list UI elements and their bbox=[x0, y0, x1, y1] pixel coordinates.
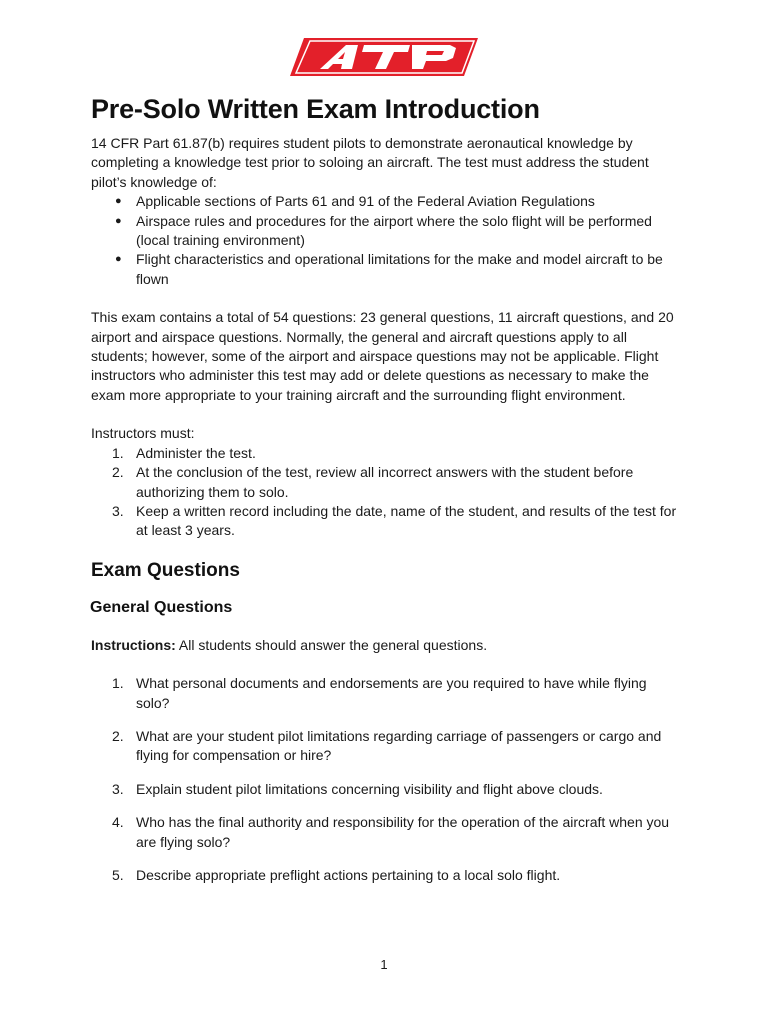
list-item: ● Applicable sections of Parts 61 and 91 of the Federal Aviation Regulations bbox=[91, 192, 681, 211]
list-number: 1. bbox=[112, 444, 124, 461]
list-item: ● Airspace rules and procedures for the airport where the solo flight will be performed (local training environment) bbox=[115, 212, 652, 249]
question-item: 1. What personal documents and endorsements are you required to have while flying solo? bbox=[112, 675, 647, 711]
page-number: 1 bbox=[380, 957, 388, 972]
list-number: 3. bbox=[112, 502, 124, 519]
intro-paragraph: 14 CFR Part 61.87(b) requires student pilots to demonstrate aeronautical knowledge by completing a knowledge test prior to soloing an aircraft. The test must address the student pilot’s knowledge of: bbox=[91, 135, 649, 190]
question-number: 4. bbox=[112, 814, 124, 831]
document-body bbox=[91, 92, 681, 899]
instructions-text: All students should answer the general questions. bbox=[175, 636, 488, 653]
question-number: 1. bbox=[112, 675, 124, 692]
question-number: 3. bbox=[112, 780, 124, 797]
list-item: 3. Keep a written record including the date, name of the student, and results of the test for at least 3 years. bbox=[112, 502, 677, 539]
instructions-label: Instructions: bbox=[91, 636, 176, 653]
knowledge-list bbox=[91, 192, 681, 289]
bullet-icon: ● bbox=[115, 214, 122, 227]
subsection-heading-general-questions: General Questions bbox=[90, 598, 233, 616]
instructors-heading: Instructors must: bbox=[91, 425, 195, 442]
question-item: 5. Describe appropriate preflight actions pertaining to a local solo flight. bbox=[91, 866, 681, 885]
list-number: 2. bbox=[112, 464, 124, 481]
atp-logo bbox=[290, 38, 478, 76]
list-item: 2. At the conclusion of the test, review all incorrect answers with the student before authorizing them to solo. bbox=[112, 464, 634, 500]
instructions-paragraph bbox=[91, 636, 681, 655]
list-item: ● Flight characteristics and operational limitations for the make and model aircraft to be flown bbox=[115, 251, 663, 287]
question-number: 5. bbox=[112, 866, 124, 883]
bullet-icon: ● bbox=[115, 253, 122, 266]
question-item: 2. What are your student pilot limitations regarding carriage of passengers or cargo and flying for compensation or hire? bbox=[112, 727, 662, 764]
page-title: Pre-Solo Written Exam Introduction bbox=[91, 94, 540, 124]
exam-description-paragraph: This exam contains a total of 54 questions: 23 general questions, 11 aircraft questions, and 20 airport and airspace questions. Normally, the general and aircraft questions apply to all students; however, some of the airport and airspace questions may not be applicable. Flight instructors who administer this test may add or delete questions as necessary to make the exam more appropriate to your training aircraft and the surrounding flight environment. bbox=[91, 309, 674, 403]
bullet-icon: ● bbox=[115, 195, 122, 208]
section-heading-exam-questions: Exam Questions bbox=[91, 559, 240, 581]
general-questions-list bbox=[91, 674, 681, 885]
list-item: 1. Administer the test. bbox=[91, 444, 681, 463]
question-item: 4. Who has the final authority and responsibility for the operation of the aircraft when you are flying solo? bbox=[112, 814, 670, 850]
instructor-steps-list bbox=[91, 444, 681, 541]
question-number: 2. bbox=[112, 727, 124, 744]
question-item: 3. Explain student pilot limitations concerning visibility and flight above clouds. bbox=[91, 780, 681, 799]
